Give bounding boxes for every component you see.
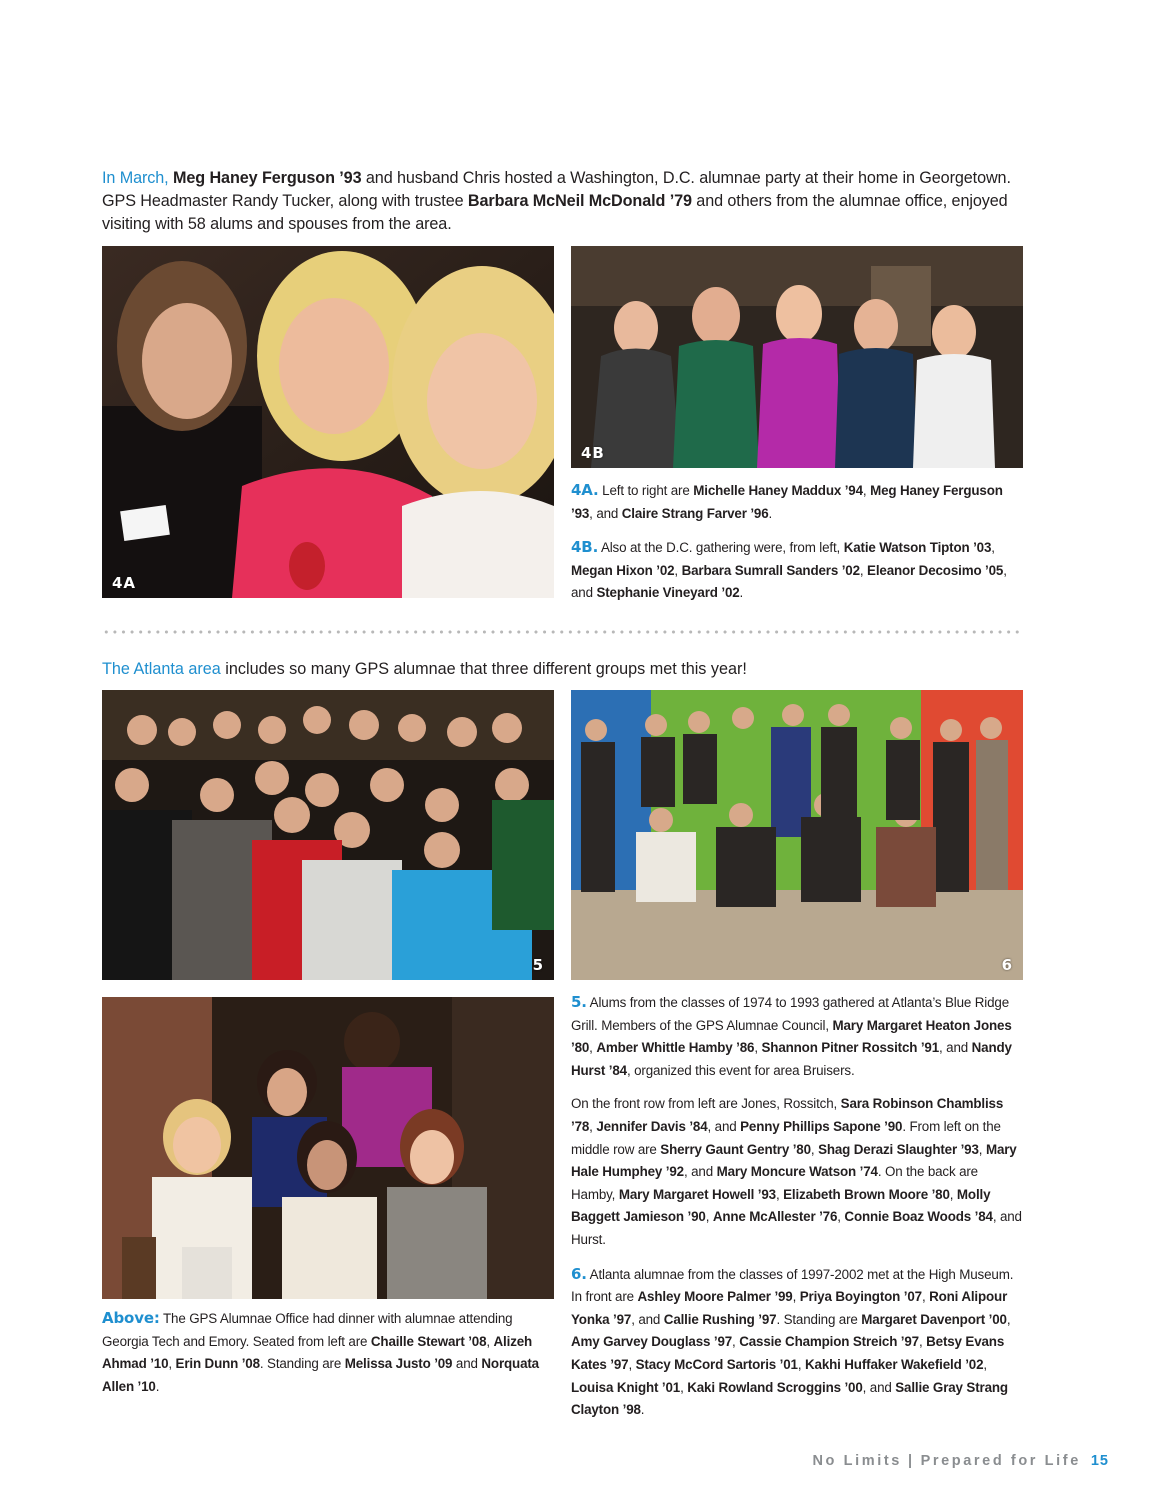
caption-text: , — [705, 1209, 713, 1225]
photo-4a-image — [102, 246, 554, 598]
page-footer — [812, 1453, 1109, 1469]
caption-text: Also at the D.C. gathering were, from left, — [598, 540, 844, 556]
photo-4a — [102, 246, 554, 598]
caption-text: Atlanta alumnae from the classes of 1997-2002 met at the High Museum. In front are — [571, 1266, 1014, 1305]
caption-text: Left to right are — [598, 483, 694, 498]
caption-text: . — [640, 1402, 645, 1418]
caption-name: Chaille Stewart ’08 — [370, 1333, 487, 1349]
caption-text: , — [168, 1356, 176, 1372]
photo-above — [102, 997, 554, 1299]
caption-text: and — [452, 1356, 482, 1372]
intro-paragraph — [102, 167, 1022, 236]
caption-text: , — [680, 1379, 688, 1395]
caption-name: Betsy Evans Kates ’97 — [571, 1334, 1005, 1372]
caption-number: 4A. — [571, 481, 599, 499]
caption-name: Erin Dunn ’08 — [175, 1356, 260, 1372]
caption-name: Megan Hixon ’02 — [571, 562, 675, 578]
caption-6 — [571, 1263, 1023, 1422]
caption-text: . Standing are — [259, 1356, 345, 1372]
photo-6-label: 6 — [1001, 956, 1013, 974]
caption-text: , — [837, 1209, 845, 1225]
caption-text: , — [978, 1141, 986, 1157]
caption-name: Kaki Rowland Scroggins ’00 — [687, 1379, 863, 1395]
caption-number: 6. — [571, 1264, 587, 1283]
caption-name: Elizabeth Brown Moore ’80 — [783, 1186, 950, 1202]
caption-name: Sherry Gaunt Gentry ’80 — [660, 1141, 811, 1157]
caption-number: Above: — [102, 1309, 160, 1327]
caption-text: , — [797, 1356, 805, 1372]
atlanta-intro — [102, 658, 1022, 681]
caption-text: . — [155, 1378, 160, 1394]
caption-text: , — [810, 1141, 819, 1157]
atlanta-text: includes so many GPS alumnae that three different groups met this year! — [220, 660, 747, 678]
caption-text: . From left on the middle row are — [571, 1118, 1001, 1157]
caption-name: Priya Boyington ’07 — [799, 1289, 922, 1305]
caption-name: Michelle Haney Maddux ’94 — [693, 483, 863, 498]
caption-name: Mary Hale Humphey ’92 — [571, 1141, 1017, 1180]
footer-separator: | — [907, 1453, 915, 1469]
caption-text: , — [486, 1333, 494, 1349]
caption-text: , and — [631, 1311, 664, 1327]
caption-name: Shannon Pitner Rossitch ’91 — [761, 1040, 940, 1056]
caption-name: Alizeh Ahmad ’10 — [102, 1333, 533, 1372]
caption-text: , — [921, 1289, 930, 1305]
caption-text: . Standing are — [776, 1311, 862, 1327]
dotted-divider — [102, 630, 1022, 634]
caption-text: , and — [571, 562, 1007, 601]
caption-text: , — [949, 1186, 957, 1202]
caption-4 — [571, 479, 1023, 616]
intro-name: Barbara McNeil McDonald ’79 — [467, 192, 692, 210]
caption-name: Connie Boaz Woods ’84 — [844, 1209, 993, 1225]
caption-text: , — [1006, 1311, 1011, 1327]
caption-name: Claire Strang Farver ’96 — [621, 505, 769, 521]
caption-name: Margaret Davenport ’00 — [861, 1311, 1007, 1327]
caption-name: Norquata Allen ’10 — [102, 1356, 539, 1394]
caption-text: The GPS Alumnae Office had dinner with alumnae attending Georgia Tech and Emory. Seated from left are — [102, 1311, 513, 1349]
intro-text: and husband Chris hosted a Washington, D.C. alumnae party at their home in Georgetown. GPS Headmaster Randy Tucker, along with trustee — [102, 169, 1011, 210]
caption-name: Mary Margaret Heaton Jones ’80 — [571, 1017, 1012, 1056]
caption-name: Katie Watson Tipton ’03 — [843, 540, 992, 556]
caption-text: , — [589, 1040, 597, 1056]
caption-text: On the front row from left are Jones, Rossitch, — [571, 1096, 841, 1112]
caption-name: Anne McAllester ’76 — [712, 1209, 838, 1225]
caption-text: . — [768, 505, 773, 521]
caption-text: . On the back are Hamby, — [571, 1164, 978, 1202]
caption-name: Amy Garvey Douglass ’97 — [571, 1334, 733, 1350]
caption-above — [102, 1307, 554, 1409]
footer-tagline-right: Prepared for Life — [920, 1453, 1081, 1469]
caption-text: , — [792, 1289, 800, 1305]
caption-4a — [571, 479, 1023, 525]
intro-name: Meg Haney Ferguson ’93 — [172, 169, 362, 187]
caption-5-6 — [571, 991, 1023, 1433]
caption-text: , — [991, 540, 995, 556]
caption-name: Penny Phillips Sapone ’90 — [740, 1118, 903, 1134]
photo-6-image — [571, 690, 1023, 980]
photo-5 — [102, 690, 554, 980]
photo-4a-label: 4A — [112, 574, 137, 592]
caption-text: , — [983, 1356, 987, 1372]
caption-text: . — [739, 585, 744, 601]
photo-4b-label: 4B — [581, 444, 605, 462]
caption-name: Sallie Gray Strang Clayton ’98 — [571, 1379, 1008, 1418]
caption-text: , — [589, 1118, 597, 1134]
caption-text: , — [862, 483, 871, 498]
caption-4b — [571, 536, 1023, 605]
caption-text: , and — [589, 505, 622, 521]
footer-tagline-left: No Limits — [812, 1453, 902, 1469]
photo-5-image — [102, 690, 554, 980]
caption-text: , — [775, 1186, 784, 1202]
caption-text: , — [732, 1334, 740, 1350]
caption-name: Shag Derazi Slaughter ’93 — [818, 1141, 979, 1157]
page-number: 15 — [1090, 1453, 1109, 1469]
photo-4b-image — [571, 246, 1023, 468]
caption-text: , and — [939, 1040, 972, 1056]
caption-name: Jennifer Davis ’84 — [596, 1118, 708, 1134]
caption-name: Barbara Sumrall Sanders ’02 — [681, 562, 860, 578]
intro-text: and others from the alumnae office, enjoyed visiting with 58 alums and spouses from the area. — [102, 192, 1008, 233]
caption-text: , — [628, 1356, 636, 1372]
caption-name: Kakhi Huffaker Wakefield ’02 — [805, 1356, 984, 1372]
photo-4b — [571, 246, 1023, 468]
caption-text: , — [674, 562, 682, 578]
caption-number: 4B. — [571, 538, 599, 557]
caption-text: , — [859, 562, 868, 578]
caption-text: , and — [683, 1164, 717, 1180]
caption-name: Stacy McCord Sartoris ’01 — [635, 1356, 798, 1372]
caption-text: , and — [862, 1379, 896, 1395]
caption-name: Amber Whittle Hamby ’86 — [596, 1040, 755, 1056]
caption-text: , — [754, 1040, 762, 1056]
intro-lead: In March, — [102, 169, 169, 187]
photo-6 — [571, 690, 1023, 980]
caption-text: , and — [707, 1118, 741, 1134]
atlanta-lead: The Atlanta area — [102, 660, 221, 678]
caption-name: Melissa Justo ’09 — [344, 1356, 453, 1372]
photo-above-image — [102, 997, 554, 1299]
caption-name: Louisa Knight ’01 — [571, 1379, 681, 1395]
caption-text: Alums from the classes of 1974 to 1993 gathered at Atlanta’s Blue Ridge Grill. Members of the GPS Alumnae Council, — [571, 995, 1010, 1033]
caption-name: Mary Moncure Watson ’74 — [716, 1164, 878, 1180]
photo-5-label: 5 — [532, 956, 544, 974]
caption-name: Eleanor Decosimo ’05 — [867, 562, 1004, 578]
caption-name: Roni Alipour Yonka ’97 — [571, 1289, 1008, 1327]
caption-number: 5. — [571, 993, 587, 1011]
caption-5b — [571, 1093, 1023, 1251]
caption-name: Meg Haney Ferguson ’93 — [571, 483, 1003, 521]
caption-name: Ashley Moore Palmer ’99 — [637, 1289, 793, 1305]
caption-text: , and Hurst. — [571, 1209, 1022, 1247]
caption-name: Callie Rushing ’97 — [663, 1311, 777, 1327]
caption-name: Cassie Champion Streich ’97 — [739, 1334, 919, 1350]
caption-name: Stephanie Vineyard ’02 — [596, 585, 740, 601]
caption-5 — [571, 991, 1023, 1082]
caption-name: Nandy Hurst ’84 — [571, 1040, 1012, 1078]
caption-name: Sara Robinson Chambliss ’78 — [571, 1096, 1004, 1134]
caption-text: , — [918, 1334, 927, 1350]
caption-name: Mary Margaret Howell ’93 — [618, 1186, 776, 1202]
caption-text: , organized this event for area Bruisers. — [626, 1062, 855, 1078]
caption-name: Molly Baggett Jamieson ’90 — [571, 1186, 991, 1225]
